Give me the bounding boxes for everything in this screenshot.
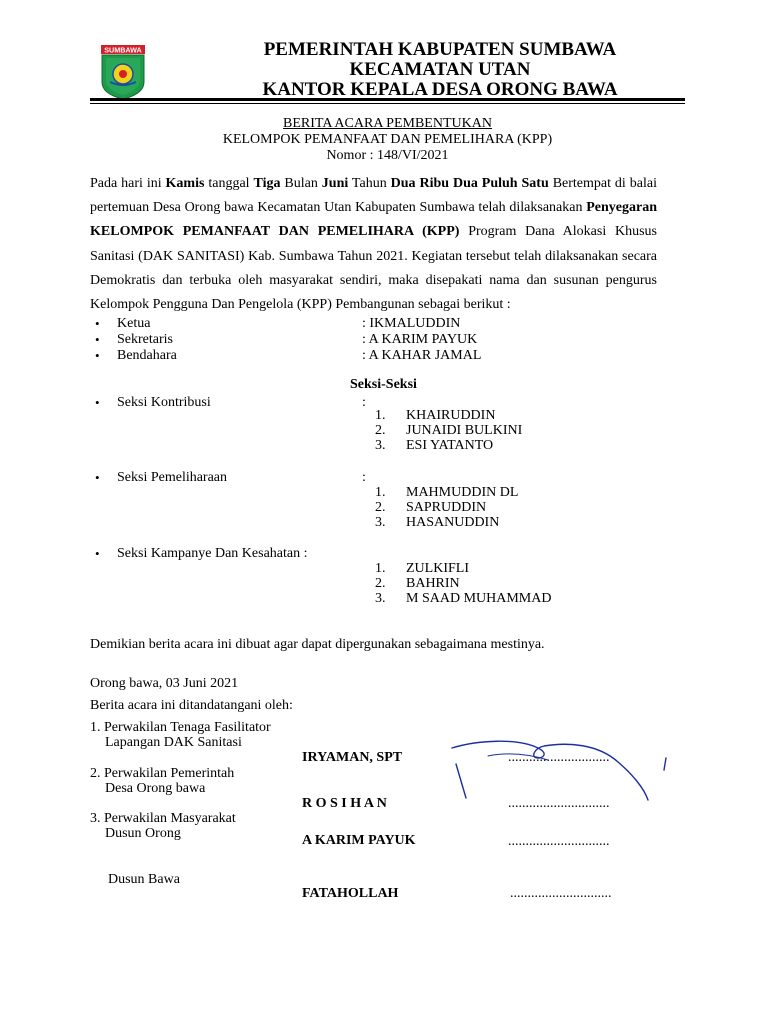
signature-line: .............................: [508, 834, 610, 849]
member-number: 1.: [375, 485, 386, 500]
header-rule-thin: [90, 103, 685, 104]
intro-text-2: tanggal: [204, 176, 254, 191]
member-name: JUNAIDI BULKINI: [406, 423, 523, 438]
place-date: Orong bawa, 03 Juni 2021: [90, 676, 239, 691]
intro-year: Dua Ribu Dua Puluh Satu: [390, 176, 549, 191]
header-line-2: KECAMATAN UTAN: [349, 59, 531, 80]
member-number: 2.: [375, 576, 386, 591]
intro-text-1: Pada hari ini: [90, 176, 166, 191]
signatory-1-subtitle: Lapangan DAK Sanitasi: [105, 735, 242, 750]
member-name: ZULKIFLI: [406, 561, 469, 576]
signatory-3-title: 3. Perwakilan Masyarakat: [90, 811, 236, 826]
intro-text-5: Bertempat di balai pertemuan Desa Orong bawa Kecamatan Utan Kabupaten Sumbawa telah dilaksanakan: [90, 176, 657, 216]
section-colon: :: [362, 395, 366, 410]
member-name: HASANUDDIN: [406, 515, 500, 530]
officer-role: Sekretaris: [117, 332, 173, 347]
bullet: •: [95, 316, 100, 331]
member-name: MAHMUDDIN DL: [406, 485, 519, 500]
doc-title-underlined: BERITA ACARA PEMBENTUKAN: [283, 116, 492, 131]
handwritten-signature: [448, 738, 680, 810]
header-rule-thick: [90, 98, 685, 101]
member-name: KHAIRUDDIN: [406, 408, 496, 423]
signatory-2-name: R O S I H A N: [302, 796, 387, 811]
signatory-4-subtitle: Dusun Bawa: [108, 872, 180, 887]
bullet: •: [95, 395, 100, 410]
officer-role: Ketua: [117, 316, 151, 331]
intro-paragraph: [90, 172, 657, 317]
sections-heading: Seksi-Seksi: [350, 377, 417, 392]
doc-title-line-2: KELOMPOK PEMANFAAT DAN PEMELIHARA (KPP): [222, 132, 553, 147]
officer-name: : IKMALUDDIN: [362, 316, 461, 331]
officer-role: Bendahara: [117, 348, 177, 363]
signatory-3-name: A KARIM PAYUK: [302, 833, 416, 848]
signatory-1-title: 1. Perwakilan Tenaga Fasilitator: [90, 720, 271, 735]
signatory-2-subtitle: Desa Orong bawa: [105, 781, 206, 796]
logo-text: SUMBAWA: [104, 45, 142, 55]
section-label: Seksi Kampanye Dan Kesahatan :: [117, 546, 308, 561]
bullet: •: [95, 332, 100, 347]
intro-kpp-name: Penyegaran KELOMPOK PEMANFAAT DAN PEMELIHARA (KPP): [90, 200, 657, 240]
intro-text-6: Program Dana Alokasi Khusus Sanitasi (DAK SANITASI) Kab. Sumbawa Tahun 2021. Kegiatan tersebut telah dilaksanakan secara Demokratis dan terbuka oleh masyarakat sendiri, maka disepakati nama dan susunan pengurus Kelompok Pengguna Dan Pengelola (KPP) Pembangunan sebagai berikut :: [90, 224, 657, 313]
signatory-4-name: FATAHOLLAH: [302, 886, 399, 901]
officer-name: : A KARIM PAYUK: [362, 332, 478, 347]
doc-number: Nomor : 148/VI/2021: [326, 148, 449, 163]
section-colon: :: [362, 470, 366, 485]
member-number: 1.: [375, 408, 386, 423]
member-number: 2.: [375, 423, 386, 438]
signatory-2-title: 2. Perwakilan Pemerintah: [90, 766, 235, 781]
member-number: 3.: [375, 591, 386, 606]
signature-line: .............................: [508, 750, 610, 765]
member-number: 2.: [375, 500, 386, 515]
bullet: •: [95, 348, 100, 363]
header-line-1: PEMERINTAH KABUPATEN SUMBAWA: [263, 39, 617, 60]
member-name: ESI YATANTO: [406, 438, 494, 453]
member-number: 3.: [375, 438, 386, 453]
bullet: •: [95, 546, 100, 561]
header-line-3: KANTOR KEPALA DESA ORONG BAWA: [262, 79, 618, 100]
intro-month: Juni: [321, 176, 349, 191]
bullet: •: [95, 470, 100, 485]
intro-day: Kamis: [165, 176, 205, 191]
sumbawa-logo: [100, 44, 146, 100]
officer-name: : A KAHAR JAMAL: [362, 348, 482, 363]
signature-line: .............................: [510, 886, 612, 901]
section-label: Seksi Kontribusi: [117, 395, 211, 410]
doc-title-line-1: [90, 116, 685, 131]
intro-text-3: Bulan: [280, 176, 322, 191]
member-number: 1.: [375, 561, 386, 576]
member-number: 3.: [375, 515, 386, 530]
signature-line: .............................: [508, 796, 610, 811]
intro-text-4: Tahun: [348, 176, 391, 191]
member-name: M SAAD MUHAMMAD: [406, 591, 552, 606]
member-name: BAHRIN: [406, 576, 460, 591]
closing-statement: Demikian berita acara ini dibuat agar dapat dipergunakan sebagaimana mestinya.: [90, 637, 545, 652]
signatory-1-name: IRYAMAN, SPT: [302, 750, 403, 765]
intro-date: Tiga: [253, 176, 281, 191]
section-label: Seksi Pemeliharaan: [117, 470, 228, 485]
member-name: SAPRUDDIN: [406, 500, 487, 515]
signatory-3-subtitle: Dusun Orong: [105, 826, 181, 841]
signed-by-label: Berita acara ini ditandatangani oleh:: [90, 698, 293, 713]
